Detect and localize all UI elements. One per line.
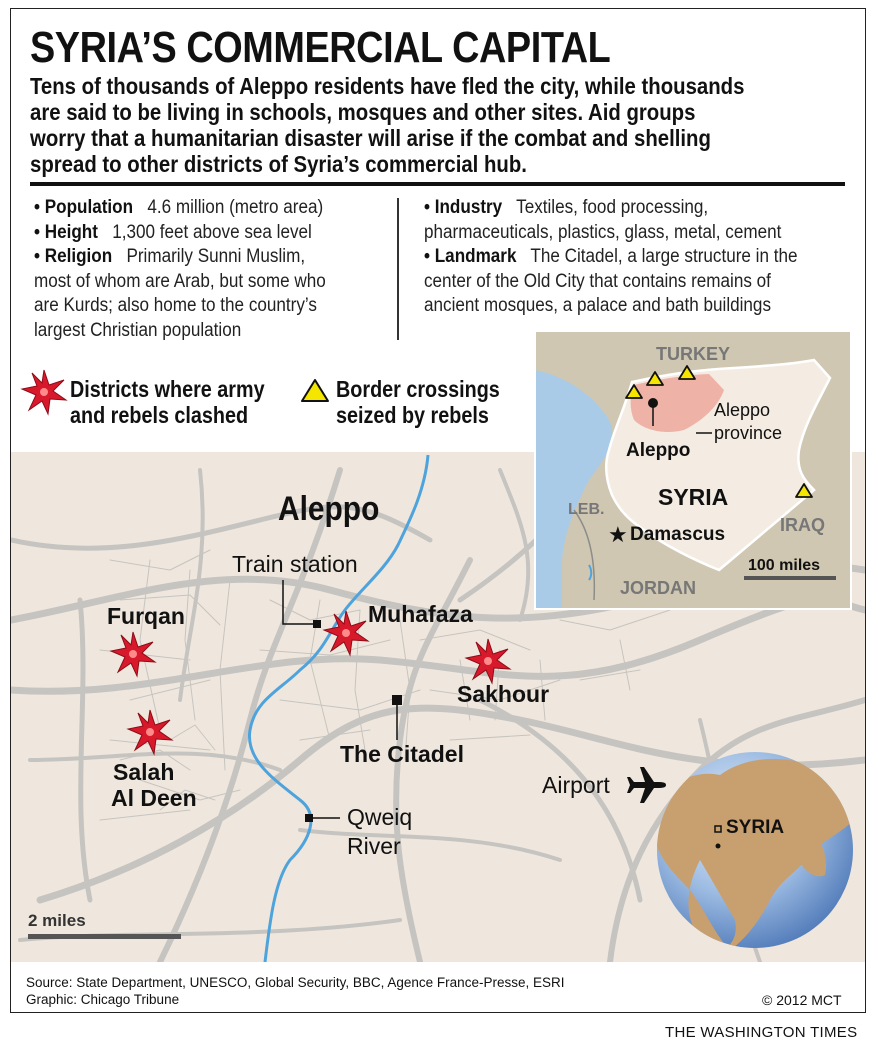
label-furqan: Furqan <box>107 603 185 629</box>
fact-religion: • Religion Primarily Sunni Muslim, <box>34 246 306 267</box>
inset-label-damascus: Damascus <box>630 524 726 545</box>
label-sakhour: Sakhour <box>457 681 550 707</box>
globe-label: SYRIA <box>726 817 785 838</box>
inset-label-jordan: JORDAN <box>620 578 697 598</box>
legend-border-label: Border crossings seized by rebels <box>336 376 500 428</box>
fact-religion-line: largest Christian population <box>34 319 242 341</box>
inset-label-province-2: province <box>714 423 783 443</box>
footer-copyright: © 2012 MCT <box>762 992 842 1008</box>
fact-population: • Population 4.6 million (metro area) <box>34 197 324 218</box>
label-muhafaza: Muhafaza <box>368 601 473 627</box>
inset-label-leb: LEB. <box>568 501 605 518</box>
inset-label-iraq: IRAQ <box>780 515 825 535</box>
label-citadel: The Citadel <box>340 741 464 767</box>
fact-height: • Height 1,300 feet above sea level <box>34 221 312 243</box>
headline: SYRIA’S COMMERCIAL CAPITAL <box>30 23 611 72</box>
label-salah: Salah <box>113 759 175 785</box>
inset-label-aleppo: Aleppo <box>626 440 691 461</box>
label-al-deen: Al Deen <box>111 785 197 811</box>
fact-landmark-line: center of the Old City that contains remains of <box>424 270 771 292</box>
deck-line: are said to be living in schools, mosques and other sites. Aid groups <box>30 99 696 125</box>
fact-industry-line: pharmaceuticals, plastics, glass, metal, cement <box>424 221 782 243</box>
inset-damascus-star: ★ <box>608 522 628 547</box>
fact-landmark: • Landmark The Citadel, a large structure in the <box>424 246 798 267</box>
label-qweiq: Qweiq <box>347 804 413 830</box>
fact-religion-line: most of whom are Arab, but some who <box>34 270 326 292</box>
fact-landmark-line: ancient mosques, a palace and bath buildings <box>424 295 772 316</box>
fact-industry: • Industry Textiles, food processing, <box>424 197 709 218</box>
fact-religion-line: are Kurds; also home to the country’s <box>34 295 317 316</box>
legend-clash-label: Districts where army and rebels clashed <box>70 376 265 428</box>
footer-source: Source: State Department, UNESCO, Global Security, BBC, Agence France-Presse, ESRI Graphic: Chicago Tribune <box>26 975 565 1007</box>
label-train-station: Train station <box>232 551 358 577</box>
deck-line: spread to other districts of Syria’s commercial hub. <box>30 151 527 177</box>
label-airport: Airport <box>542 772 610 798</box>
inset-scale-label: 100 miles <box>748 557 821 574</box>
city-scale-label: 2 miles <box>28 911 86 930</box>
inset-label-turkey: TURKEY <box>656 344 731 364</box>
deck-line: worry that a humanitarian disaster will arise if the combat and shelling <box>30 125 711 151</box>
inset-label-province: Aleppo <box>714 400 771 420</box>
city-title: Aleppo <box>278 489 380 528</box>
inset-label-syria: SYRIA <box>658 484 729 510</box>
footer-credit: THE WASHINGTON TIMES <box>665 1024 858 1041</box>
label-river: River <box>347 833 401 859</box>
deck-line: Tens of thousands of Aleppo residents have fled the city, while thousands <box>30 73 745 99</box>
